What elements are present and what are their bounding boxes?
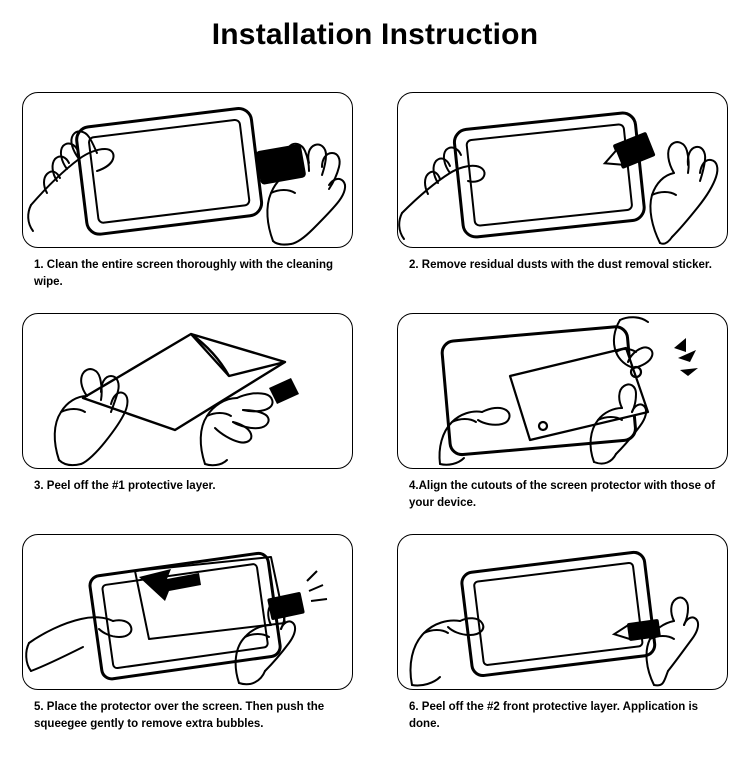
squeegee-push-bubbles-icon — [23, 535, 353, 688]
step-2-illustration-frame — [397, 92, 728, 248]
steps-grid — [0, 84, 750, 737]
step-6 — [375, 516, 750, 737]
step-3 — [0, 295, 375, 516]
step-2-caption: 2. Remove residual dusts with the dust removal sticker. — [409, 259, 712, 271]
step-1-caption: 1. Clean the entire screen thoroughly with the cleaning wipe. — [34, 259, 334, 288]
page-title: Installation Instruction — [211, 18, 539, 51]
step-1-illustration-frame — [22, 92, 353, 248]
step-3-caption: 3. Peel off the #1 protective layer. — [34, 480, 216, 492]
step-4-caption: 4.Align the cutouts of the screen protector with those of your device. — [409, 480, 716, 509]
step-6-caption: 6. Peel off the #2 front protective layer. Application is done. — [409, 701, 699, 730]
align-cutouts-icon — [398, 314, 728, 467]
peel-layer-two-icon — [398, 535, 728, 688]
step-6-illustration-frame — [397, 534, 728, 690]
dust-removal-sticker-icon — [398, 93, 728, 246]
step-1 — [0, 84, 375, 295]
step-5 — [0, 516, 375, 737]
installation-instruction-page — [0, 18, 750, 768]
step-3-illustration-frame — [22, 313, 353, 469]
peel-layer-one-icon — [23, 314, 353, 467]
step-4-illustration-frame — [397, 313, 728, 469]
clean-screen-with-wipe-icon — [23, 93, 353, 246]
step-4 — [375, 295, 750, 516]
step-5-illustration-frame — [22, 534, 353, 690]
step-2 — [375, 84, 750, 295]
step-5-caption: 5. Place the protector over the screen. Then push the squeegee gently to remove extra bubbles. — [34, 701, 325, 730]
